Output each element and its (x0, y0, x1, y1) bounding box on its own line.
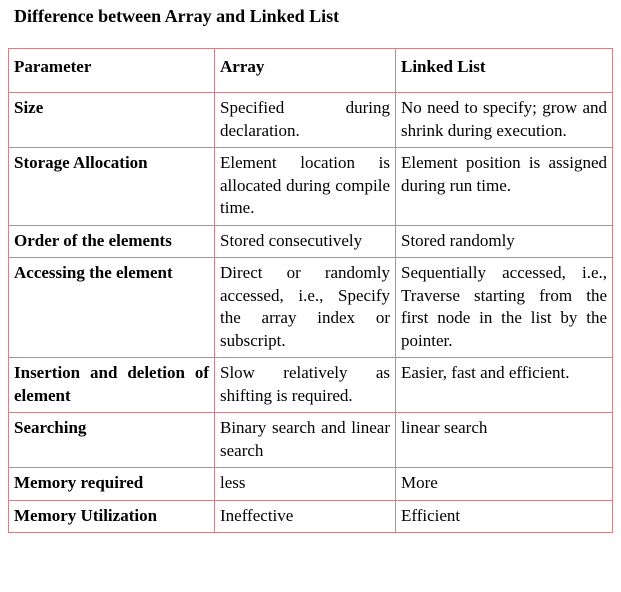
array-cell: Specified during declaration. (215, 93, 396, 148)
parameter-cell: Searching (9, 413, 215, 468)
table-row (9, 225, 613, 258)
table-row (9, 358, 613, 413)
parameter-cell: Insertion and deletion of element (9, 358, 215, 413)
parameter-cell: Order of the elements (9, 225, 215, 258)
parameter-cell: Accessing the element (9, 258, 215, 358)
linked-list-cell: Stored randomly (396, 225, 613, 258)
linked-list-cell: More (396, 468, 613, 501)
table-row (9, 93, 613, 148)
header-array: Array (215, 49, 396, 93)
array-cell: Element location is allocated during compile time. (215, 148, 396, 226)
table-row (9, 258, 613, 358)
parameter-cell: Storage Allocation (9, 148, 215, 226)
header-linked-list: Linked List (396, 49, 613, 93)
array-cell: Direct or randomly accessed, i.e., Specify the array index or subscript. (215, 258, 396, 358)
table-row (9, 500, 613, 533)
linked-list-cell: Efficient (396, 500, 613, 533)
table-header-row (9, 49, 613, 93)
linked-list-cell: Sequentially accessed, i.e., Traverse starting from the first node in the list by the pointer. (396, 258, 613, 358)
comparison-table (8, 48, 613, 533)
parameter-cell: Size (9, 93, 215, 148)
linked-list-cell: No need to specify; grow and shrink during execution. (396, 93, 613, 148)
array-cell: less (215, 468, 396, 501)
table-row (9, 468, 613, 501)
page-title: Difference between Array and Linked List (14, 6, 340, 26)
linked-list-cell: Easier, fast and efficient. (396, 358, 613, 413)
linked-list-cell: Element position is assigned during run time. (396, 148, 613, 226)
linked-list-cell: linear search (396, 413, 613, 468)
array-cell: Slow relatively as shifting is required. (215, 358, 396, 413)
table-row (9, 413, 613, 468)
array-cell: Ineffective (215, 500, 396, 533)
header-parameter: Parameter (9, 49, 215, 93)
parameter-cell: Memory required (9, 468, 215, 501)
parameter-cell: Memory Utilization (9, 500, 215, 533)
array-cell: Binary search and linear search (215, 413, 396, 468)
array-cell: Stored consecutively (215, 225, 396, 258)
table-row (9, 148, 613, 226)
